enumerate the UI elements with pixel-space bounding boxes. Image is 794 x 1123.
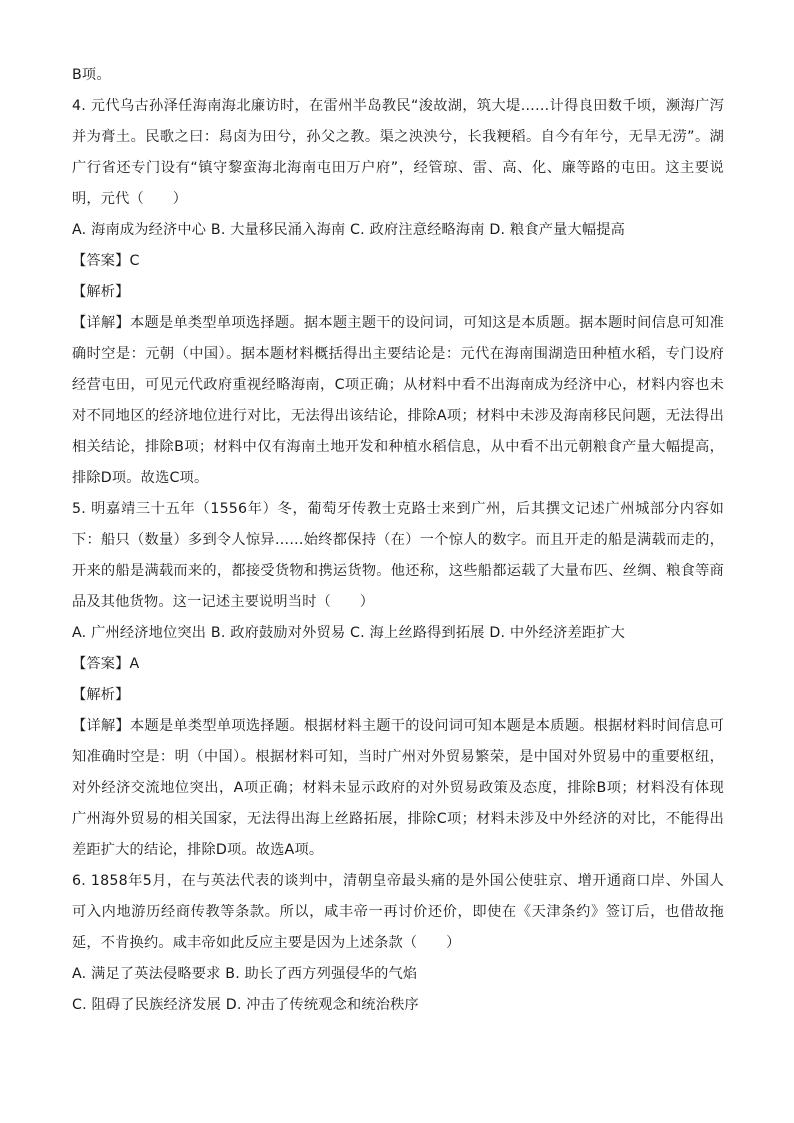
previous-answer-tail: B项。	[72, 67, 111, 83]
question-5-answer: 【答案】A	[72, 656, 140, 672]
question-5-options: A. 广州经济地位突出 B. 政府鼓励对外贸易 C. 海上丝路得到拓展 D. 中外经济差距扩大	[72, 625, 626, 641]
question-6-options-ab: A. 满足了英法侵略要求 B. 助长了西方列强侵华的气焰	[72, 966, 418, 982]
question-5-analysis-heading: 【解析】	[72, 687, 130, 703]
question-6-stem: 6. 1858年5月，在与英法代表的谈判中，清朝皇帝最头痛的是外国公使驻京、增开通商口岸、外国人可入内地游历经商传教等条款。所以，咸丰帝一再讨价还价，即使在《天津条约》签订后，也借故拖延，不肯换约。咸丰帝如此反应主要是因为上述条款（ ）	[72, 873, 724, 951]
question-6-options-cd: C. 阻碍了民族经济发展 D. 冲击了传统观念和统治秩序	[72, 997, 419, 1013]
question-4-analysis-heading: 【解析】	[72, 284, 130, 300]
question-4-stem: 4. 元代乌古孙泽任海南海北廉访时，在雷州半岛教民“浚故湖，筑大堤……计得良田数千顷，濒海广泻并为膏土。民歌之曰：舄卤为田兮，孙父之教。渠之泱泱兮，长我粳稻。自今有年兮，无旱无涝”。湖广行省还专门设有“镇守黎蛮海北海南屯田万户府”，经管琼、雷、高、化、廉等路的屯田。这主要说明，元代（ ）	[72, 98, 724, 207]
question-5-stem: 5. 明嘉靖三十五年（1556年）冬，葡萄牙传教士克路士来到广州，后其撰文记述广州城部分内容如下：船只（数量）多到令人惊异……始终都保持（在）一个惊人的数字。而且开走的船是满载而走的，开来的船是满载而来的，都接受货物和携运货物。他还称，这些船都运载了大量布匹、丝绸、粮食等商品及其他货物。这一记述主要说明当时（ ）	[72, 501, 724, 610]
question-4-detail: 【详解】本题是单类型单项选择题。据本题主题干的设问词，可知这是本质题。据本题时间信息可知准确时空是：元朝（中国）。据本题材料概括得出主要结论是：元代在海南围湖造田种植水稻，专门设府经营屯田，可见元代政府重视经略海南，C项正确；从材料中看不出海南成为经济中心，材料内容也未对不同地区的经济地位进行对比，无法得出该结论，排除A项；材料中未涉及海南移民问题，无法得出相关结论，排除B项；材料中仅有海南土地开发和种植水稻信息，从中看不出元朝粮食产量大幅提高，排除D项。故选C项。	[72, 315, 724, 486]
question-4-options: A. 海南成为经济中心 B. 大量移民涌入海南 C. 政府注意经略海南 D. 粮食产量大幅提高	[72, 222, 626, 238]
document-content	[72, 60, 724, 1021]
question-5-detail: 【详解】本题是单类型单项选择题。根据材料主题干的设问词可知本题是本质题。根据材料时间信息可知准确时空是：明（中国）。根据材料可知，当时广州对外贸易繁荣，是中国对外贸易中的重要枢纽，对外经济交流地位突出，A项正确；材料未显示政府的对外贸易政策及态度，排除B项；材料没有体现广州海外贸易的相关国家，无法得出海上丝路拓展，排除C项；材料未涉及中外经济的对比，不能得出差距扩大的结论，排除D项。故选A项。	[72, 718, 724, 858]
question-4-answer: 【答案】C	[72, 253, 140, 269]
